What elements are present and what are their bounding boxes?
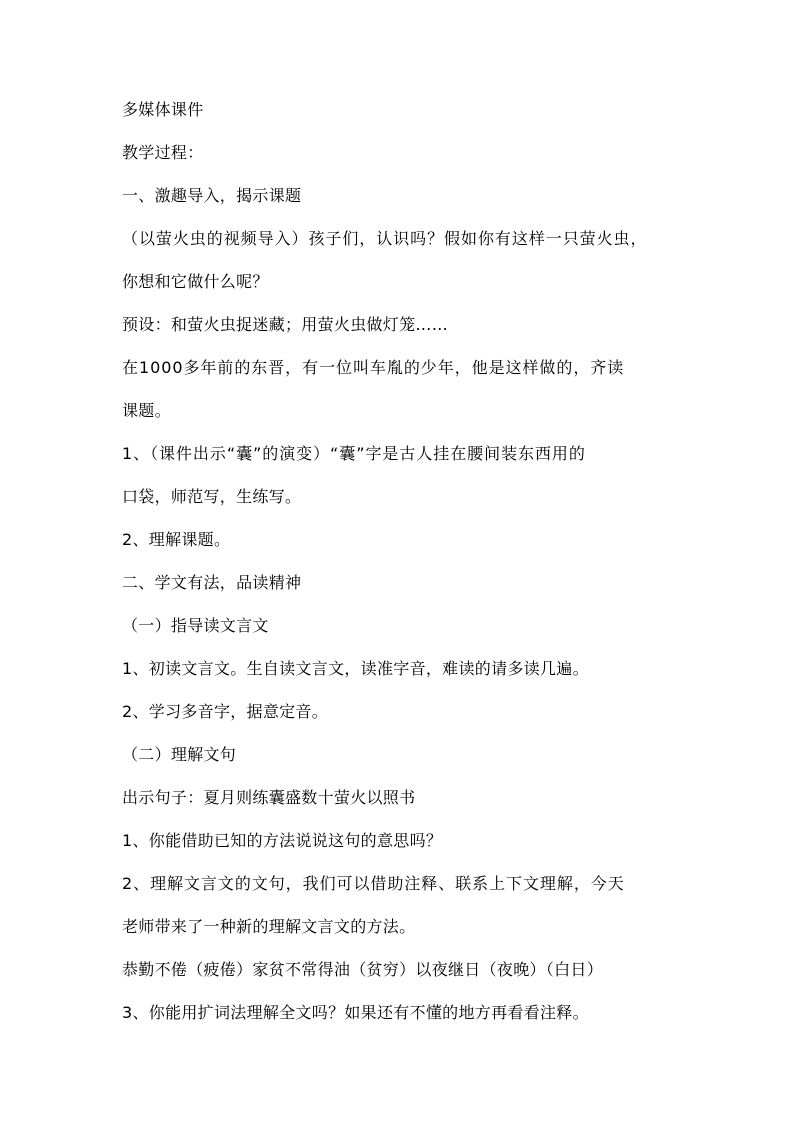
subsection-heading: （二）理解文句 (122, 745, 237, 764)
paragraph-line: 预设：和萤火虫捉迷藏；用萤火虫做灯笼…… (122, 315, 449, 334)
list-item: 2、理解课题。 (122, 530, 231, 549)
list-item: 1、初读文言文。生自读文言文，读准字音，难读的请多读几遍。 (122, 659, 589, 678)
list-item: 2、学习多音字，据意定音。 (122, 702, 329, 721)
paragraph-line: 在1000多年前的东晋，有一位叫车胤的少年，他是这样做的，齐读 (122, 358, 625, 377)
list-item: 1、（课件出示“囊”的演变）“囊”字是古人挂在腰间装东西用的 (122, 444, 586, 463)
list-item: 3、你能用扩词法理解全文吗？如果还有不懂的地方再看看注释。 (122, 1003, 589, 1022)
paragraph-line: 口袋，师范写，生练写。 (122, 487, 302, 506)
list-item: 2、理解文言文的文句，我们可以借助注释、联系上下文理解，今天 (122, 874, 625, 893)
section-heading-2: 二、学文有法，品读精神 (122, 573, 302, 592)
document-body (122, 100, 682, 1046)
heading-teaching-process: 教学过程： (122, 143, 204, 162)
section-heading-1: 一、激趣导入，揭示课题 (122, 186, 302, 205)
paragraph-line: 恭勤不倦（疲倦）家贫不常得油（贫穷）以夜继日（夜晚）（白日） (122, 960, 604, 979)
paragraph-line: （以萤火虫的视频导入）孩子们，认识吗？假如你有这样一只萤火虫， (122, 229, 648, 248)
paragraph-line: 老师带来了一种新的理解文言文的方法。 (122, 917, 416, 936)
paragraph-line: 出示句子：夏月则练囊盛数十萤火以照书 (122, 788, 416, 807)
subsection-heading: （一）指导读文言文 (122, 616, 269, 635)
paragraph-line: 你想和它做什么呢？ (122, 272, 269, 291)
paragraph-line: 课题。 (122, 401, 171, 420)
list-item: 1、你能借助已知的方法说说这句的意思吗？ (122, 831, 443, 850)
heading-materials: 多媒体课件 (122, 100, 204, 119)
